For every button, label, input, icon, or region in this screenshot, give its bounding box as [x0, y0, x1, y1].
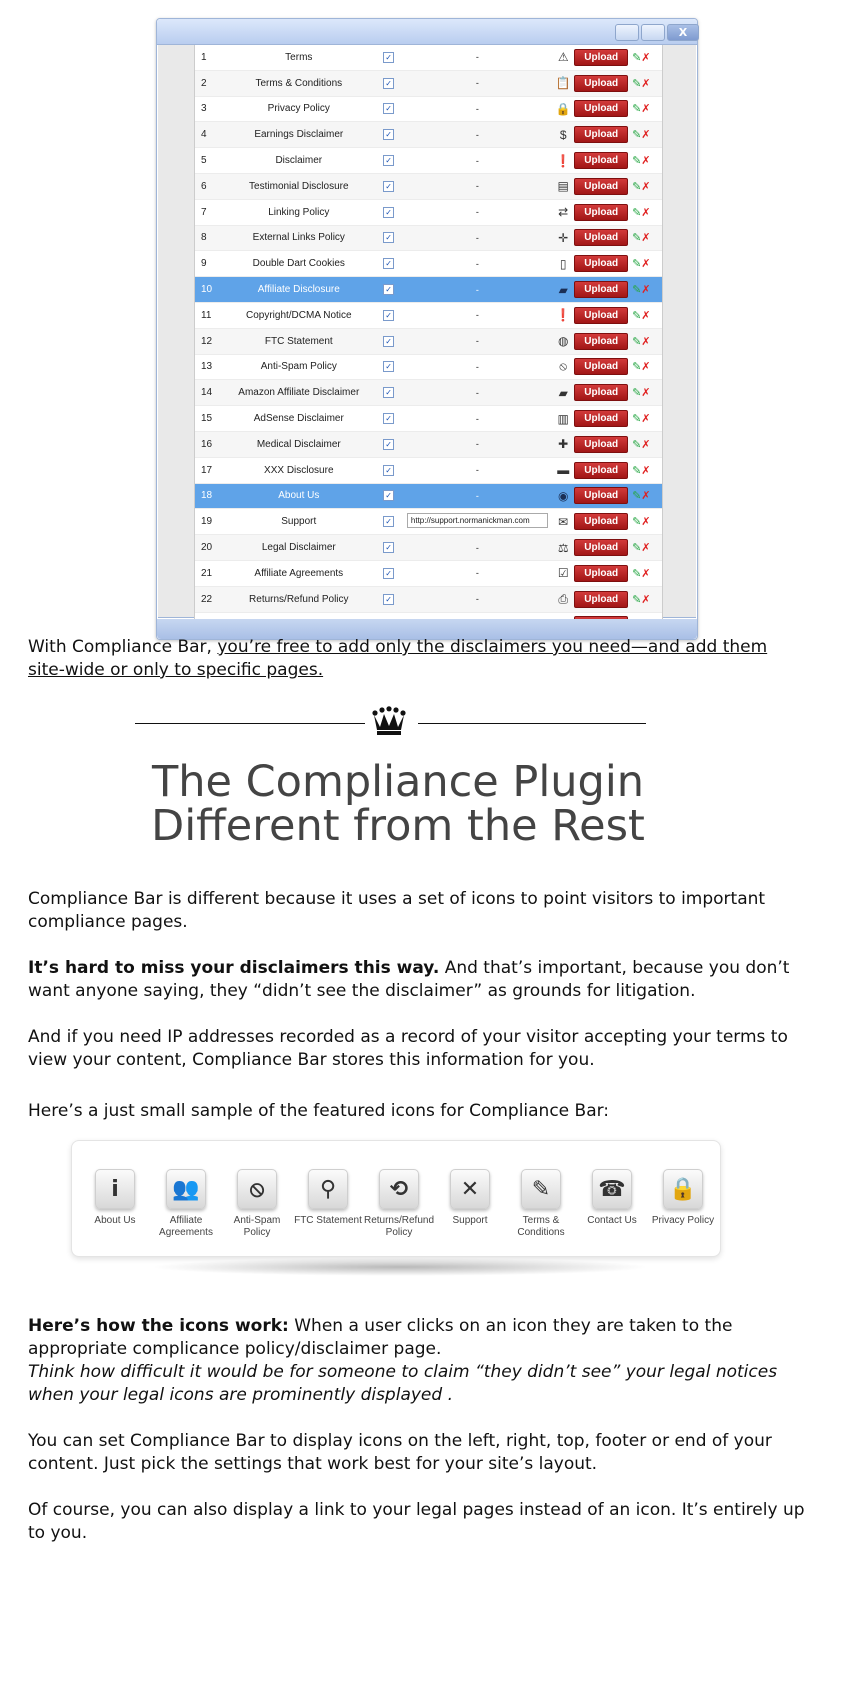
edit-icon[interactable]: ✎	[632, 567, 642, 580]
enable-checkbox[interactable]: ✓	[383, 181, 394, 192]
edit-icon[interactable]: ✎	[632, 155, 642, 168]
upload-button[interactable]: Upload	[574, 75, 628, 92]
url-value: -	[475, 258, 479, 269]
refresh-icon: ⟲	[379, 1169, 419, 1209]
edit-icon[interactable]: ✎	[632, 129, 642, 142]
chat-icon: ✉	[558, 514, 569, 529]
upload-button[interactable]: Upload	[574, 333, 628, 350]
book-icon: ▥	[557, 411, 569, 426]
edit-icon[interactable]: ✎	[632, 51, 642, 64]
edit-icon[interactable]: ✎	[632, 361, 642, 374]
row-number: 18	[201, 490, 213, 502]
delete-icon[interactable]: ✗	[641, 593, 651, 606]
row-number: 17	[201, 464, 213, 476]
upload-button[interactable]: Upload	[574, 462, 628, 479]
row-page-name: About Us	[278, 490, 320, 502]
upload-button[interactable]: Upload	[574, 178, 628, 195]
dollar-icon: $	[559, 127, 567, 142]
url-value: -	[475, 155, 479, 166]
row-number: 21	[201, 567, 213, 579]
row-page-name: Affiliate Disclosure	[257, 284, 340, 296]
paragraph-6: You can set Compliance Bar to display icons on the left, right, top, footer or end of your content. Just pick the settings that work best for your site’s layout.	[28, 1431, 772, 1474]
edit-icon[interactable]: ✎	[632, 77, 642, 90]
enable-checkbox[interactable]: ✓	[383, 336, 394, 347]
edit-icon[interactable]: ✎	[632, 464, 642, 477]
globe-icon: ◍	[557, 334, 569, 349]
row-number: 9	[201, 258, 207, 270]
icon-label: Contact Us	[587, 1215, 637, 1226]
row-page-name: Privacy Policy	[267, 103, 330, 115]
url-value: -	[475, 78, 479, 89]
icon-panel-item[interactable]	[149, 1169, 223, 1239]
delete-icon[interactable]: ✗	[641, 155, 651, 168]
paragraph-2-bold: It’s hard to miss your disclaimers this way.	[28, 958, 440, 978]
edit-icon[interactable]: ✎	[632, 309, 642, 322]
delete-icon[interactable]: ✗	[641, 387, 651, 400]
url-value: -	[475, 387, 479, 398]
icon-label: FTC Statement	[294, 1215, 362, 1226]
delete-icon[interactable]: ✗	[641, 361, 651, 374]
table-row[interactable]	[195, 329, 662, 355]
row-page-name: Terms & Conditions	[255, 77, 343, 89]
icon-label: Support	[452, 1215, 488, 1226]
paragraph-2	[28, 957, 808, 1003]
url-value: -	[475, 103, 479, 114]
icon-label: Terms & Conditions	[517, 1215, 565, 1238]
folder-icon: ▬	[557, 463, 570, 478]
edit-icon[interactable]: ✎	[632, 413, 642, 426]
enable-checkbox[interactable]: ✓	[383, 258, 394, 269]
edit-icon[interactable]: ✎	[632, 180, 642, 193]
row-page-name: Medical Disclaimer	[256, 438, 341, 450]
row-number: 14	[201, 387, 213, 399]
url-value: -	[475, 181, 479, 192]
icon-panel-item[interactable]	[78, 1169, 152, 1227]
upload-button[interactable]: Upload	[574, 100, 628, 117]
table-row[interactable]	[195, 380, 662, 406]
edit-icon[interactable]: ✎	[632, 387, 642, 400]
url-value: -	[475, 361, 479, 372]
plugin-screenshot-window	[156, 18, 698, 640]
paragraph-5-bold: Here’s how the icons work:	[28, 1316, 289, 1336]
url-value: -	[475, 129, 479, 140]
row-page-name: Copyright/DCMA Notice	[245, 309, 352, 321]
upload-button[interactable]: Upload	[574, 49, 628, 66]
row-page-name: Terms	[285, 51, 313, 63]
phone-icon: ☎	[592, 1169, 632, 1209]
cards-icon: ▰	[558, 385, 568, 400]
url-value: -	[475, 490, 479, 501]
medkit-icon: ✚	[558, 437, 569, 452]
url-value: -	[475, 439, 479, 450]
delete-icon[interactable]: ✗	[641, 258, 651, 271]
delete-icon[interactable]: ✗	[641, 516, 651, 529]
enable-checkbox[interactable]: ✓	[383, 207, 394, 218]
upload-button[interactable]: Upload	[574, 591, 628, 608]
table-row[interactable]	[195, 226, 662, 252]
row-number: 15	[201, 413, 213, 425]
url-input[interactable]: http://support.normanickman.com	[407, 513, 548, 528]
icon-label: Affiliate Agreements	[159, 1215, 213, 1238]
row-number: 4	[201, 129, 207, 141]
upload-button[interactable]: Upload	[574, 513, 628, 530]
headline-line-2: Different from the Rest	[151, 801, 645, 851]
group-icon: 👥	[166, 1169, 206, 1209]
window-body	[158, 45, 696, 618]
upload-button[interactable]: Upload	[574, 487, 628, 504]
icon-panel-item[interactable]	[646, 1169, 720, 1227]
paragraph-7: Of course, you can also display a link to your legal pages instead of an icon. It’s entirely up to you.	[28, 1500, 805, 1543]
table-row[interactable]	[195, 251, 662, 277]
upload-button[interactable]: Upload	[574, 152, 628, 169]
row-page-name: Testimonial Disclosure	[249, 180, 349, 192]
enable-checkbox[interactable]: ✓	[383, 465, 394, 476]
panel-shadow	[150, 1258, 650, 1276]
enable-checkbox[interactable]: ✓	[383, 490, 394, 501]
eye-icon: ◉	[557, 488, 569, 503]
delete-icon[interactable]: ✗	[641, 438, 651, 451]
url-value: -	[475, 594, 479, 605]
upload-button[interactable]: Upload	[574, 126, 628, 143]
upload-button[interactable]: Upload	[574, 384, 628, 401]
row-number: 20	[201, 542, 213, 554]
upload-button[interactable]: Upload	[574, 539, 628, 556]
enable-checkbox[interactable]: ✓	[383, 361, 394, 372]
delete-icon[interactable]: ✗	[641, 542, 651, 555]
intro-paragraph	[28, 636, 808, 682]
icon-panel-item[interactable]	[291, 1169, 365, 1227]
row-number: 10	[201, 284, 213, 296]
upload-button[interactable]: Upload	[574, 358, 628, 375]
intro-lead: With Compliance Bar,	[28, 637, 218, 657]
row-number: 6	[201, 180, 207, 192]
row-number: 7	[201, 206, 207, 218]
url-value: -	[475, 232, 479, 243]
delete-icon[interactable]: ✗	[641, 567, 651, 580]
table-row[interactable]	[195, 484, 662, 510]
delete-icon[interactable]: ✗	[641, 180, 651, 193]
info-icon: i	[95, 1169, 135, 1209]
table-row[interactable]	[195, 122, 662, 148]
table-row[interactable]	[195, 355, 662, 381]
paragraph-5-italic: Think how difficult it would be for someone to claim “they didn’t see” your legal notices when your legal icons are prominently displayed .	[28, 1362, 778, 1405]
delete-icon[interactable]: ✗	[641, 309, 651, 322]
enable-checkbox[interactable]: ✓	[383, 103, 394, 114]
move-icon: ✛	[558, 230, 569, 245]
row-page-name: XXX Disclosure	[264, 464, 334, 476]
minimize-button[interactable]	[615, 24, 639, 41]
enable-checkbox[interactable]: ✓	[383, 439, 394, 450]
row-number: 5	[201, 155, 207, 167]
row-page-name: Amazon Affiliate Disclaimer	[238, 387, 360, 399]
edit-icon[interactable]: ✎	[632, 516, 642, 529]
row-page-name: Disclaimer	[275, 155, 323, 167]
edit-icon[interactable]: ✎	[632, 206, 642, 219]
enable-checkbox[interactable]: ✓	[383, 387, 394, 398]
delete-icon[interactable]: ✗	[641, 464, 651, 477]
icon-panel-item[interactable]	[362, 1169, 436, 1239]
delete-icon[interactable]: ✗	[641, 77, 651, 90]
enable-checkbox[interactable]: ✓	[383, 542, 394, 553]
table-row[interactable]	[195, 432, 662, 458]
edit-icon: ✎	[521, 1169, 561, 1209]
row-page-name: Returns/Refund Policy	[249, 593, 349, 605]
delete-icon[interactable]: ✗	[641, 284, 651, 297]
disclaimer-table	[194, 45, 663, 638]
tools-icon: ✕	[450, 1169, 490, 1209]
table-row[interactable]	[195, 406, 662, 432]
upload-button[interactable]: Upload	[574, 565, 628, 582]
clipboard-check-icon: ☑	[557, 566, 569, 581]
headline-line-1: The Compliance Plugin	[151, 757, 645, 807]
delete-icon[interactable]: ✗	[641, 232, 651, 245]
lock-icon: 🔒	[663, 1169, 703, 1209]
icon-panel-item[interactable]	[504, 1169, 578, 1239]
table-row[interactable]	[195, 561, 662, 587]
row-page-name: Double Dart Cookies	[252, 258, 345, 270]
enable-checkbox[interactable]: ✓	[383, 413, 394, 424]
edit-icon[interactable]: ✎	[632, 284, 642, 297]
row-page-name: Earnings Disclaimer	[254, 129, 344, 141]
row-page-name: AdSense Disclaimer	[253, 413, 344, 425]
file-icon: ▯	[559, 256, 567, 271]
row-number: 22	[201, 593, 213, 605]
enable-checkbox[interactable]: ✓	[383, 594, 394, 605]
row-number: 16	[201, 438, 213, 450]
table-row[interactable]	[195, 587, 662, 613]
table-row[interactable]	[195, 277, 662, 303]
upload-button[interactable]: Upload	[574, 281, 628, 298]
edit-icon[interactable]: ✎	[632, 593, 642, 606]
delete-icon[interactable]: ✗	[641, 129, 651, 142]
divider-left	[135, 723, 365, 724]
upload-button[interactable]: Upload	[574, 436, 628, 453]
row-page-name: Anti-Spam Policy	[260, 361, 337, 373]
row-page-name: FTC Statement	[264, 335, 333, 347]
url-value: -	[475, 413, 479, 424]
enable-checkbox[interactable]: ✓	[383, 129, 394, 140]
edit-icon[interactable]: ✎	[632, 232, 642, 245]
enable-checkbox[interactable]: ✓	[383, 78, 394, 89]
upload-button[interactable]: Upload	[574, 410, 628, 427]
upload-button[interactable]: Upload	[574, 204, 628, 221]
icon-panel-item[interactable]	[575, 1169, 649, 1227]
table-row[interactable]	[195, 148, 662, 174]
edit-icon[interactable]: ✎	[632, 438, 642, 451]
icon-label: Privacy Policy	[651, 1215, 715, 1226]
row-number: 11	[201, 309, 212, 321]
row-page-name: Legal Disclaimer	[261, 542, 336, 554]
upload-button[interactable]: Upload	[574, 307, 628, 324]
url-value: -	[475, 568, 479, 579]
delete-icon[interactable]: ✗	[641, 51, 651, 64]
row-number: 1	[201, 51, 207, 63]
lock-icon: 🔒	[555, 101, 571, 116]
paragraph-5	[28, 1315, 808, 1407]
document-icon: ▤	[557, 179, 569, 194]
enable-checkbox[interactable]: ✓	[383, 52, 394, 63]
icon-label: Returns/Refund Policy	[363, 1215, 435, 1238]
intro-link[interactable]: you’re free to add only the disclaimers you need—and add them site-wide or only to specific pages.	[28, 637, 768, 680]
enable-checkbox[interactable]: ✓	[383, 310, 394, 321]
cards-icon: ▰	[558, 282, 568, 297]
edit-icon[interactable]: ✎	[632, 542, 642, 555]
row-page-name: Affiliate Agreements	[254, 567, 344, 579]
scale-icon: ⚖	[557, 540, 569, 555]
table-row[interactable]	[195, 97, 662, 123]
url-value: -	[475, 284, 479, 295]
url-value: -	[475, 207, 479, 218]
enable-checkbox[interactable]: ✓	[383, 155, 394, 166]
icon-label: About Us	[94, 1215, 136, 1226]
warning-icon: ⚠	[557, 50, 569, 65]
upload-button[interactable]: Upload	[574, 229, 628, 246]
paragraph-2-rest: And that’s important, because you don’t want anyone saying, they “didn’t see the disclaimer” as grounds for litigation.	[28, 958, 790, 1001]
edit-icon[interactable]: ✎	[632, 103, 642, 116]
paragraph-1: Compliance Bar is different because it uses a set of icons to point visitors to important compliance pages.	[28, 889, 766, 932]
edit-icon[interactable]: ✎	[632, 258, 642, 271]
icon-sample-panel	[71, 1140, 721, 1257]
link-icon: ⇄	[558, 205, 569, 220]
edit-icon[interactable]: ✎	[632, 335, 642, 348]
row-number: 13	[201, 361, 213, 373]
row-number: 2	[201, 77, 207, 89]
icon-panel-item[interactable]	[220, 1169, 294, 1239]
edit-icon[interactable]: ✎	[632, 490, 642, 503]
divider-right	[418, 723, 646, 724]
exclamation-icon: ❗	[555, 153, 571, 168]
enable-checkbox[interactable]: ✓	[383, 568, 394, 579]
enable-checkbox[interactable]: ✓	[383, 232, 394, 243]
enable-checkbox[interactable]: ✓	[383, 284, 394, 295]
url-value: -	[475, 310, 479, 321]
table-row[interactable]	[195, 174, 662, 200]
url-value: -	[475, 336, 479, 347]
row-number: 12	[201, 335, 213, 347]
row-page-name: Linking Policy	[268, 206, 330, 218]
table-row[interactable]	[195, 509, 662, 535]
table-row[interactable]	[195, 71, 662, 97]
row-number: 19	[201, 516, 213, 528]
row-number: 3	[201, 103, 207, 115]
paragraph-5-rest: When a user clicks on an icon they are taken to the appropriate complicance policy/disclaimer page.	[28, 1316, 733, 1359]
table-row[interactable]	[195, 535, 662, 561]
inbox-icon: ⎙	[558, 591, 569, 606]
url-value: -	[475, 52, 479, 63]
row-page-name: Support	[281, 516, 317, 528]
table-row[interactable]	[195, 45, 662, 71]
enable-checkbox[interactable]: ✓	[383, 516, 394, 527]
upload-button[interactable]: Upload	[574, 255, 628, 272]
delete-icon[interactable]: ✗	[641, 206, 651, 219]
table-row[interactable]	[195, 303, 662, 329]
url-value: -	[475, 542, 479, 553]
table-row[interactable]	[195, 458, 662, 484]
paragraph-3: And if you need IP addresses recorded as a record of your visitor accepting your terms to view your content, Compliance Bar stores this information for you.	[28, 1027, 788, 1070]
magnifier-icon: ⚲	[308, 1169, 348, 1209]
exclamation-icon: ❗	[555, 308, 571, 323]
crown-icon	[371, 706, 407, 736]
icon-panel-item[interactable]	[433, 1169, 507, 1227]
clipboard-icon: 📋	[555, 76, 571, 91]
icon-label: Anti-Spam Policy	[233, 1215, 281, 1238]
row-number: 8	[201, 232, 207, 244]
delete-icon[interactable]: ✗	[641, 413, 651, 426]
maximize-button[interactable]	[641, 24, 665, 41]
paragraph-4: Here’s a just small sample of the featured icons for Compliance Bar:	[28, 1101, 610, 1121]
window-titlebar	[157, 19, 697, 45]
ban-icon: ⦸	[237, 1169, 277, 1209]
close-button[interactable]: X	[667, 24, 699, 41]
delete-icon[interactable]: ✗	[641, 103, 651, 116]
table-row[interactable]	[195, 200, 662, 226]
row-page-name: External Links Policy	[252, 232, 345, 244]
delete-icon[interactable]: ✗	[641, 490, 651, 503]
ban-icon: ⦸	[559, 359, 568, 374]
url-value: -	[475, 465, 479, 476]
delete-icon[interactable]: ✗	[641, 335, 651, 348]
